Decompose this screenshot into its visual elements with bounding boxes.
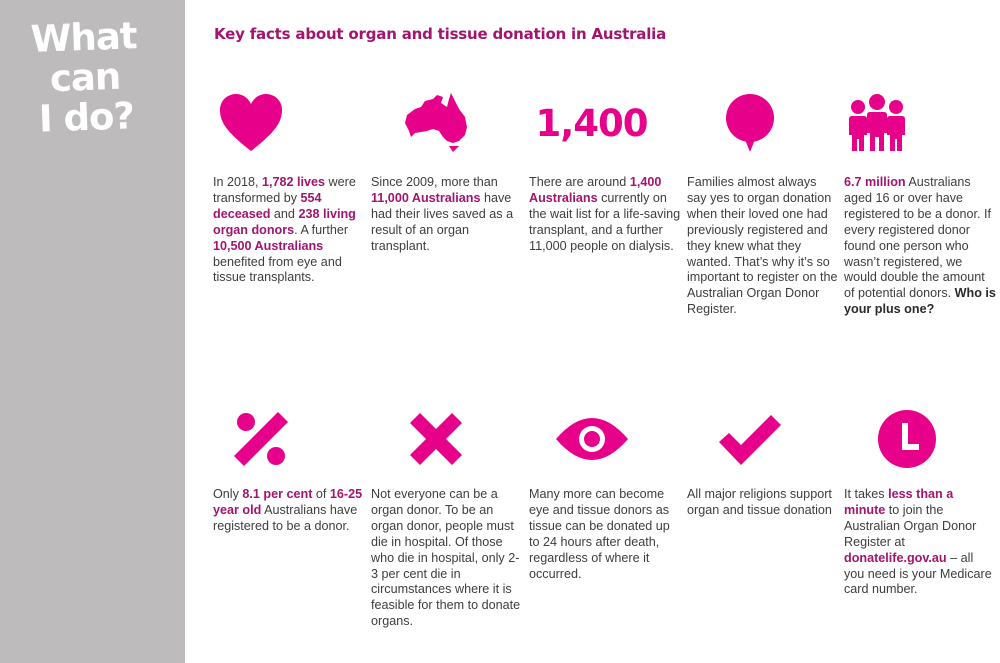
sidebar-title-line-2: can [49,54,121,101]
body-text: Australians have registered to be a donor. [213,502,358,533]
body-text: benefited from eye and tissue transplants. [213,254,342,285]
body-text: Not everyone can be a organ donor. To be an organ donor, people must die in hospital. Of those who die in hospital, only 2-3 per cent die in circumstances where it is feasible for them to donate organs. [371,487,521,629]
body-text: – all you need is your Medicare card number. [844,550,992,597]
people-group-icon [844,88,909,158]
body-text: There are around [529,175,630,189]
page-title: Key facts about organ and tissue donation in Australia [214,25,667,43]
body-text: . A further [294,222,349,237]
highlight-text: 8.1 per cent [242,487,313,501]
body-text: currently on the wait list for a life-saving transplant, and a further 11,000 people on dialysis. [529,190,681,253]
fact-text [529,175,681,255]
sidebar-title [28,16,142,140]
australia-map-icon [371,88,501,158]
highlight-text: 10,500 Australians [213,238,324,253]
cross-icon [371,404,501,474]
fact-text [687,487,839,519]
body-text: to join the Australian Organ Donor Register at [844,502,977,549]
highlight-text: 11,000 Australians [371,190,481,205]
highlight-text: 1,782 lives [262,175,326,189]
fact-text [844,175,996,318]
body-text: All major religions support organ and tissue donation [687,487,832,517]
body-text: Only [213,487,243,501]
highlight-text: 16-25 year old [213,487,363,517]
highlight-text: 554 deceased [213,190,322,221]
highlight-text: less than a minute [844,487,954,517]
body-text: It takes [844,487,889,501]
highlight-text: 6.7 million [844,175,906,189]
big-number-display [529,88,654,158]
highlight-text: Who is your plus one? [844,286,996,317]
clock-icon [844,404,969,474]
fact-text [213,175,365,286]
body-text: Families almost always say yes to organ donation when their loved one had previously registered and they knew what they wanted. That’s why it’s so important to register on the Australian Organ Donor Register. [687,175,838,317]
body-text: of [312,487,330,501]
percent-icon [213,404,308,474]
heart-icon [213,88,288,158]
fact-text [213,487,365,535]
fact-text [371,487,523,630]
fact-text [687,175,839,318]
fact-text [371,175,523,255]
sidebar-title-line-1: What [29,14,138,61]
body-text: Many more can become eye and tissue donors as tissue can be donated up to 24 hours after death, regardless of where it occurred. [529,487,670,581]
fact-text [529,487,681,582]
highlight-text: 238 living organ donors [213,206,356,237]
body-text: were transformed by [213,175,356,205]
checkmark-icon [687,404,812,474]
body-text: and [270,206,299,221]
big-number: 1,400 [535,101,648,145]
body-text: In 2018, [213,175,263,189]
highlight-text: donatelife.gov.au [844,550,947,565]
speech-bubble-icon [687,88,812,158]
body-text: Australians aged 16 or over have registered to be a donor. If every registered donor found one person who wasn’t registered, we would double the amount of potential donors. [844,175,992,301]
highlight-text: 1,400 Australians [529,175,662,205]
body-text: Since 2009, more than [371,175,498,189]
sidebar-title-line-3: I do? [38,94,135,141]
sidebar-panel [0,0,185,663]
eye-icon [529,404,654,474]
body-text: have had their lives saved as a result of an organ transplant. [371,190,514,253]
fact-text [844,487,996,598]
